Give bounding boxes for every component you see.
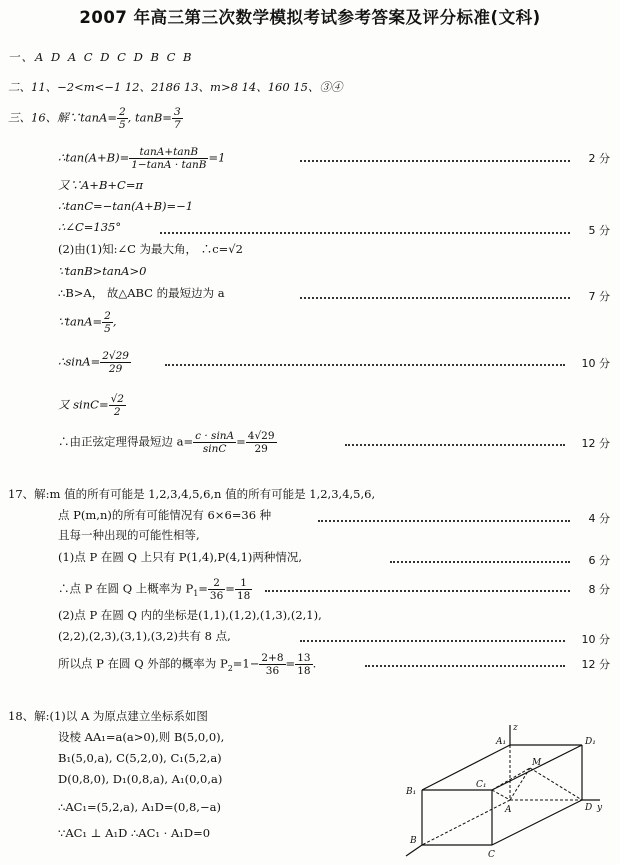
page-title: 2007 年高三第三次数学模拟考试参考答案及评分标准(文科) [79, 8, 541, 27]
q18-line-1: 18、解:(1)以 A 为原点建立坐标系如图 [8, 709, 208, 723]
q17-line-2: 点 P(m,n)的所有可能情况有 6×6=36 种 [58, 508, 272, 522]
q17-line-7: (2,2),(2,3),(3,1),(3,2)共有 8 点, [58, 629, 231, 643]
q16-line-2: ∴tan(A+B)= $\frac{\tan A+\tan B}{1-\tan A \cdot \tan B}$ =1 [58, 146, 226, 171]
box-figure [392, 720, 607, 860]
label-z: z [513, 723, 518, 733]
q18-line-5: ∴AC₁=(5,2,a), A₁D=(0,8,−a) [58, 800, 221, 814]
label-a1: A₁ [496, 737, 507, 747]
q18-line-6: ∵AC₁ ⊥ A₁D ∴AC₁ · A₁D=0 [58, 826, 211, 840]
q18-line-3: B₁(5,0,a), C(5,2,0), C₁(5,2,a) [58, 751, 222, 765]
label-b: B [410, 836, 417, 846]
score-10b: 10 分 [581, 633, 610, 646]
answers-line-2: 二、11、−2<m<−1 12、2186 13、m>8 14、160 15、③④ [8, 80, 343, 94]
q16-line-4: ∴tanC=−tan(A+B)=−1 [58, 199, 194, 213]
dot-leader [345, 444, 565, 446]
label-m: M [532, 758, 542, 768]
q16-line-12: ∴由正弦定理得最短边 a= $\frac{c \cdot \sin A}{\sin C}$ = $\frac{4√29}{29}$ [58, 430, 275, 455]
score-12: 12 分 [581, 437, 610, 450]
label-c1: C₁ [476, 780, 487, 790]
label-d1: D₁ [585, 737, 596, 747]
score-8: 8 分 [588, 583, 610, 596]
q16-line-6: (2)由(1)知:∠C 为最大角， ∴c=√2 [58, 242, 243, 256]
dot-leader [390, 561, 570, 563]
dot-leader [265, 590, 570, 592]
score-5: 5 分 [588, 224, 610, 237]
q16-line-3: 又∵A+B+C=π [58, 178, 144, 192]
label-c: C [488, 850, 495, 860]
q16-line-9: ∵tanA= $\frac{2}{5}$ , [58, 310, 117, 335]
score-7: 7 分 [588, 290, 610, 303]
label-a: A [505, 805, 512, 815]
answers-line-1: 一、A D A C D C D B C B [8, 50, 194, 64]
q16-line-8: ∴B>A， 故△ABC 的最短边为 a [58, 286, 225, 300]
q17-line-3: 且每一种出现的可能性相等, [58, 528, 200, 542]
q16-line-1: 三、16、解∵tanA= $\frac{2}{5}$ , tanB= $\frac{3}{7}$ [8, 106, 181, 131]
dot-leader [160, 232, 570, 234]
dot-leader [165, 364, 565, 366]
q17-line-6: (2)点 P 在圆 Q 内的坐标是(1,1),(1,2),(1,3),(2,1), [58, 608, 322, 622]
q17-line-4: (1)点 P 在圆 Q 上只有 P(1,4),P(4,1)两种情况, [58, 550, 303, 564]
score-10: 10 分 [581, 357, 610, 370]
score-6: 6 分 [588, 554, 610, 567]
label-b1: B₁ [406, 787, 417, 797]
q16-line-11: 又 sinC= $\frac{√2}{2}$ [58, 393, 124, 418]
dot-leader [300, 160, 570, 162]
score-2: 2 分 [588, 152, 610, 165]
q17-line-8: 所以点 P 在圆 Q 外部的概率为 $P_2=1-$ $\frac{2+8}{36}$ = $\frac{13}{18}$ . [58, 652, 317, 677]
score-12b: 12 分 [581, 658, 610, 671]
dot-leader [365, 665, 565, 667]
q17-line-1: 17、解:m 值的所有可能是 1,2,3,4,5,6,n 值的所有可能是 1,2,3,4,5,6, [8, 487, 376, 501]
q18-line-2: 设棱 AA₁=a(a>0),则 B(5,0,0), [58, 730, 225, 744]
score-4: 4 分 [588, 512, 610, 525]
dot-leader [300, 297, 570, 299]
q16-line-10: ∴sinA= $\frac{2√29}{29}$ [58, 350, 129, 375]
q17-line-5: ∴点 P 在圆 Q 上概率为 $P_1=$ $\frac{2}{36}$ = $\frac{1}{18}$ [58, 577, 251, 602]
q18-line-4: D(0,8,0), D₁(0,8,a), A₁(0,0,a) [58, 772, 223, 786]
label-y: y [597, 803, 603, 813]
dot-leader [300, 640, 565, 642]
q16-line-7: ∵tanB>tanA>0 [58, 264, 147, 278]
q16-line-5: ∴∠C=135° [58, 220, 122, 234]
label-d: D [585, 803, 593, 813]
dot-leader [318, 520, 570, 522]
